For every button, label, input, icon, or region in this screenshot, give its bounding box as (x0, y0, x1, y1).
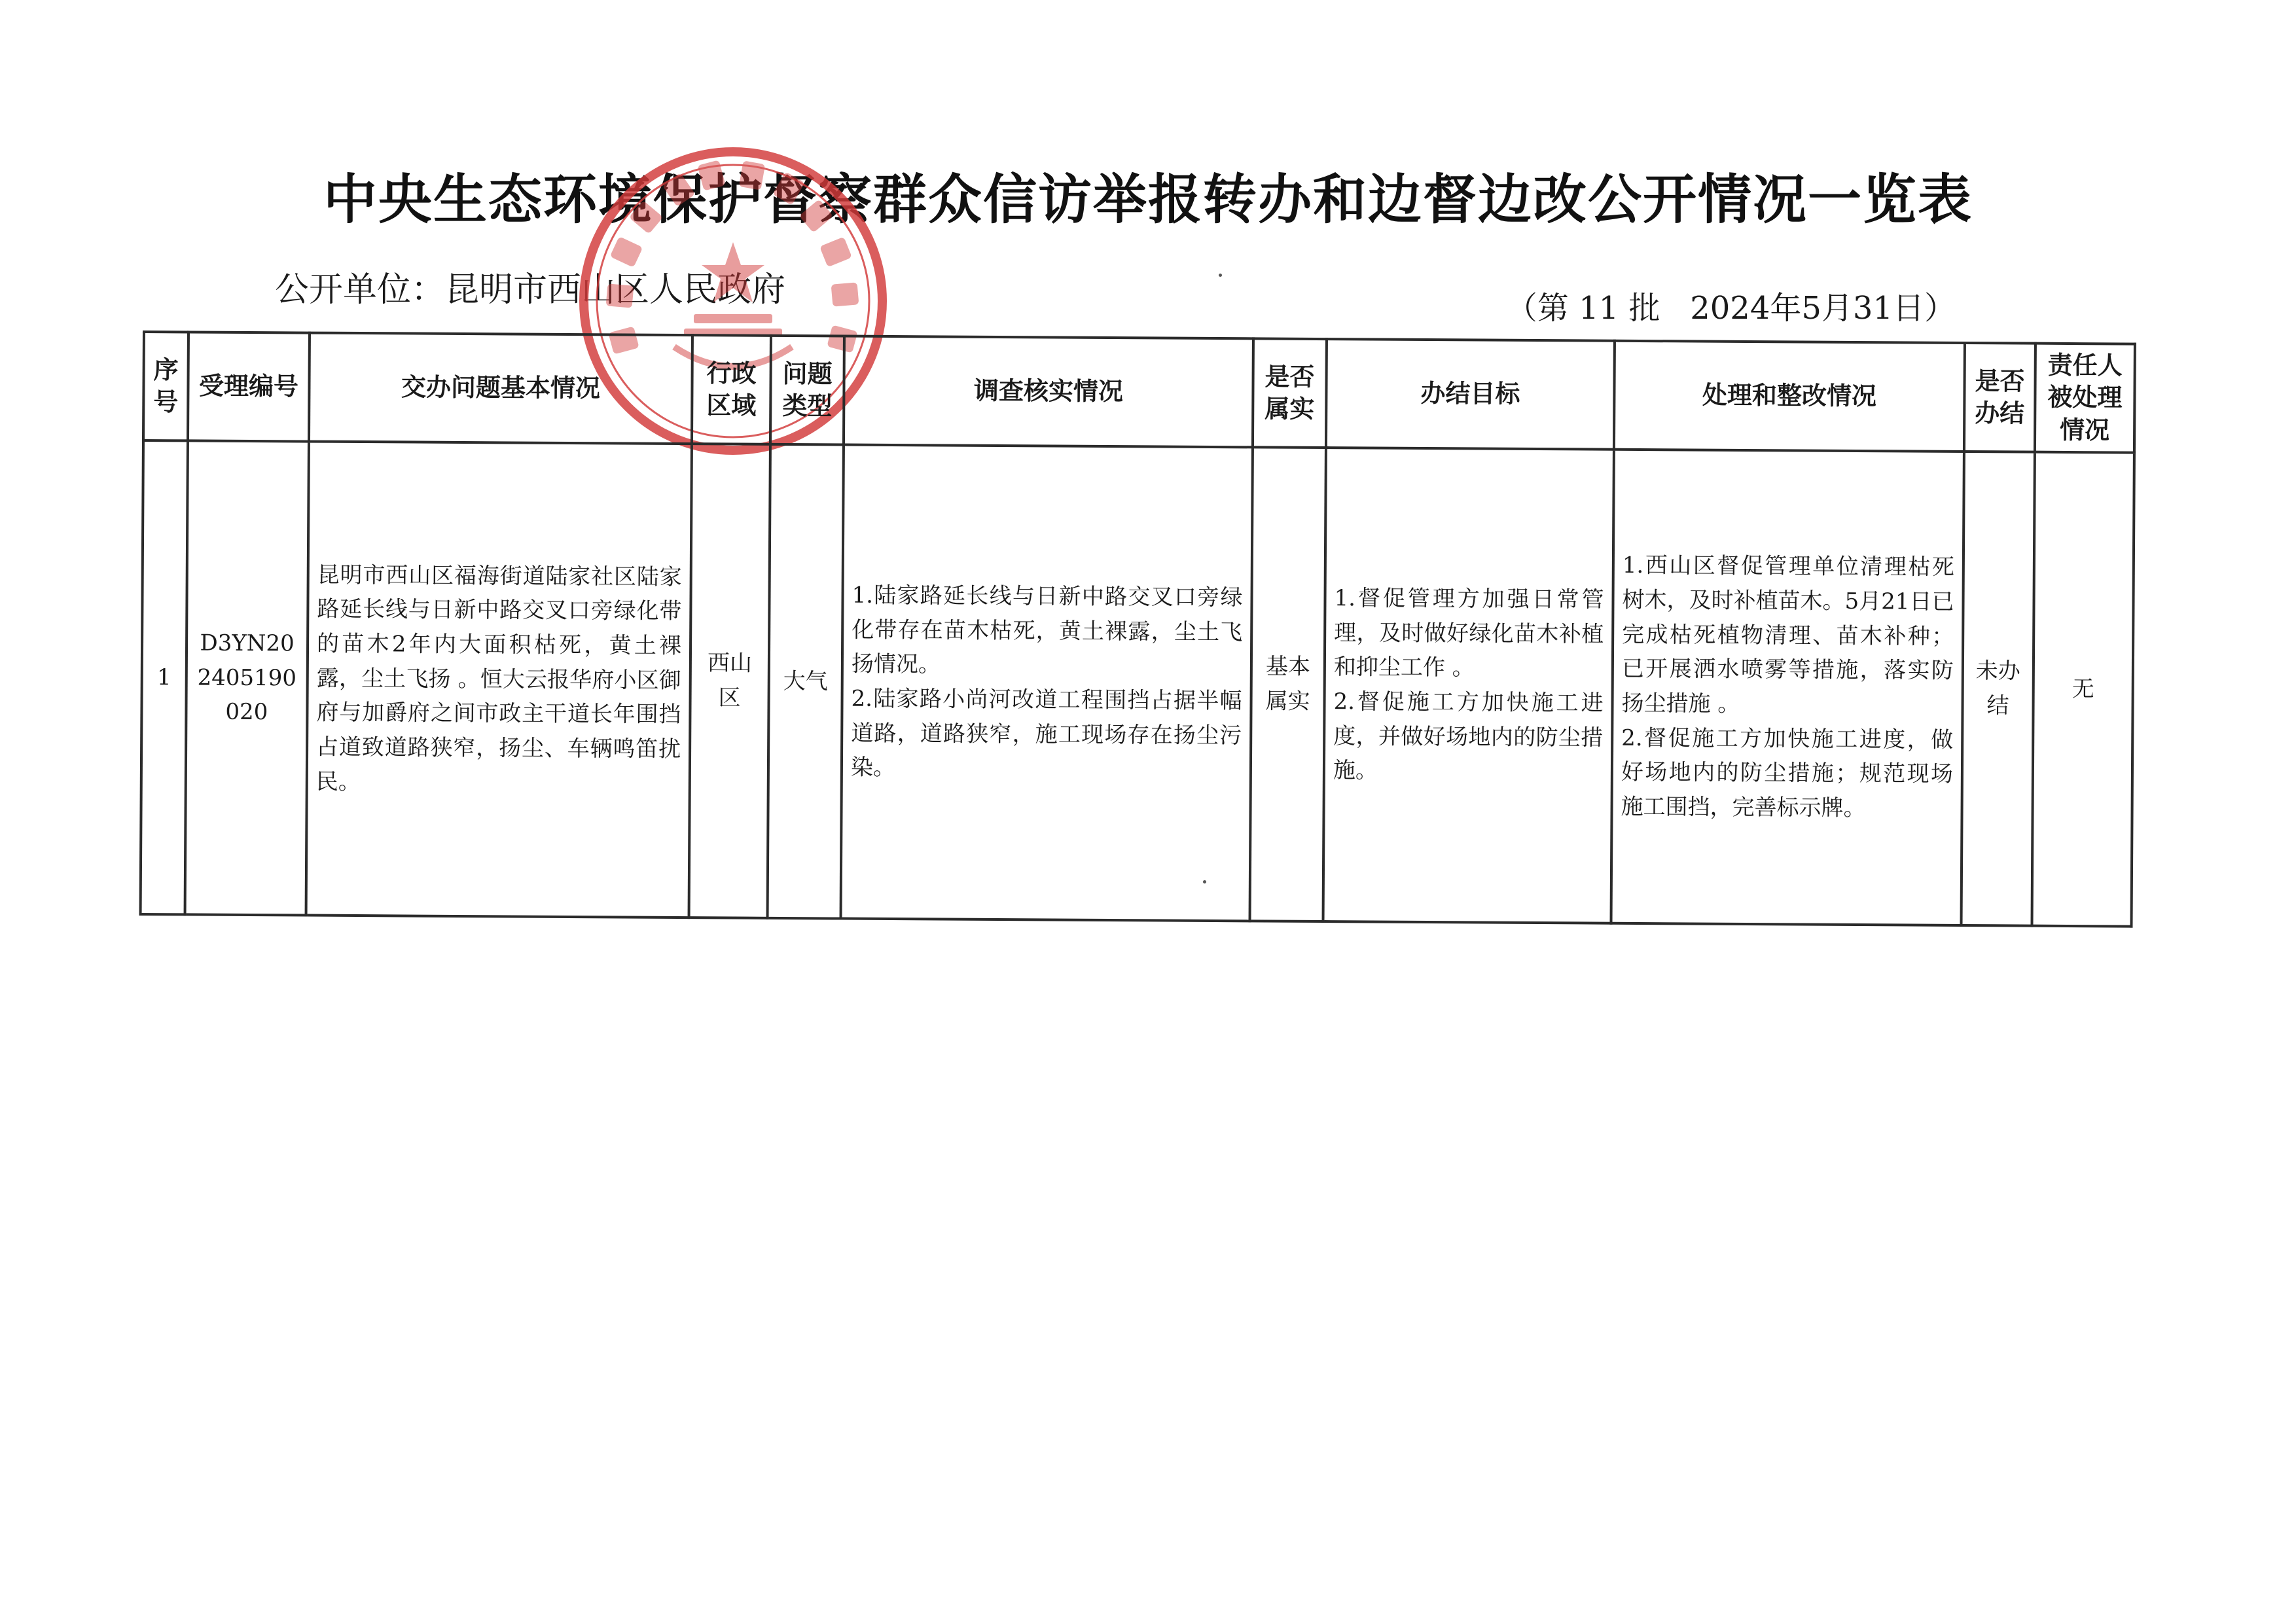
investigation-item-2: 2.陆家路小尚河改道工程围挡占据半幅道路，道路狭窄，施工现场存在扬尘污染。 (850, 685, 1242, 781)
cell-type: 大气 (768, 444, 844, 919)
cell-problem: 昆明市西山区福海街道陆家社区陆家路延长线与日新中路交叉口旁绿化带的苗木2年内大面积枯死，黄土裸露，尘土飞扬 。恒大云报华府小区御府与加爵府之间市政主干道长年围挡占道致道路狭窄，扬尘、车辆鸣笛扰民。 (306, 442, 692, 918)
header-goal: 办结目标 (1326, 339, 1615, 450)
investigation-item-1: 1.陆家路延长线与日新中路交叉口旁绿化带存在苗木枯死，黄土裸露，尘土飞扬情况。 (851, 582, 1243, 678)
cell-verified: 基本属实 (1250, 447, 1326, 921)
header-seq: 序号 (143, 332, 188, 440)
cell-investigation (841, 445, 1253, 921)
cell-goal (1323, 448, 1614, 923)
header-type: 问题类型 (770, 336, 844, 445)
cell-closed: 未办结 (1961, 452, 2034, 926)
publishing-unit: 公开单位：昆明市西山区人民政府 (275, 270, 786, 310)
header-case-no: 受理编号 (188, 332, 310, 441)
batch-text: （第 11 批 2024年5月31日） (1505, 290, 1956, 327)
header-closed: 是否办结 (1964, 343, 2036, 452)
scan-speck (1219, 274, 1222, 277)
goal-item-1: 1.督促管理方加强日常管理，及时做好绿化苗木补植和抑尘工作 。 (1333, 585, 1604, 681)
disclosure-table (139, 330, 2136, 928)
table-header-row (143, 332, 2135, 453)
handling-item-2: 2.督促施工方加快施工进度，做好场地内的防尘措施；规范现场施工围挡，完善标示牌。 (1621, 724, 1954, 822)
cell-region: 西山区 (689, 444, 770, 918)
header-problem: 交办问题基本情况 (309, 333, 692, 444)
header-accountability: 责任人被处理情况 (2035, 344, 2135, 453)
scan-speck (1203, 880, 1206, 883)
goal-item-2: 2.督促施工方加快施工进度，并做好场地内的防尘措施。 (1333, 688, 1604, 784)
batch-info (1506, 283, 1956, 328)
header-region: 行政区域 (692, 335, 771, 444)
header-verified: 是否属实 (1253, 338, 1327, 448)
cell-seq: 1 (141, 440, 188, 914)
cell-case-no: D3YN202405190020 (185, 440, 309, 915)
header-investigation: 调查核实情况 (844, 336, 1253, 448)
cell-accountability: 无 (2032, 452, 2134, 927)
page-title: 中央生态环境保护督察群众信访举报转办和边督边改公开情况一览表 (323, 169, 1973, 231)
table-row (141, 440, 2134, 927)
handling-item-1: 1.西山区督促管理单位清理枯死树木，及时补植苗木。5月21日已完成枯死植物清理、苗木补种；已开展洒水喷雾等措施，落实防扬尘措施 。 (1621, 552, 1954, 717)
header-handling: 处理和整改情况 (1614, 341, 1965, 452)
cell-handling (1611, 450, 1964, 925)
